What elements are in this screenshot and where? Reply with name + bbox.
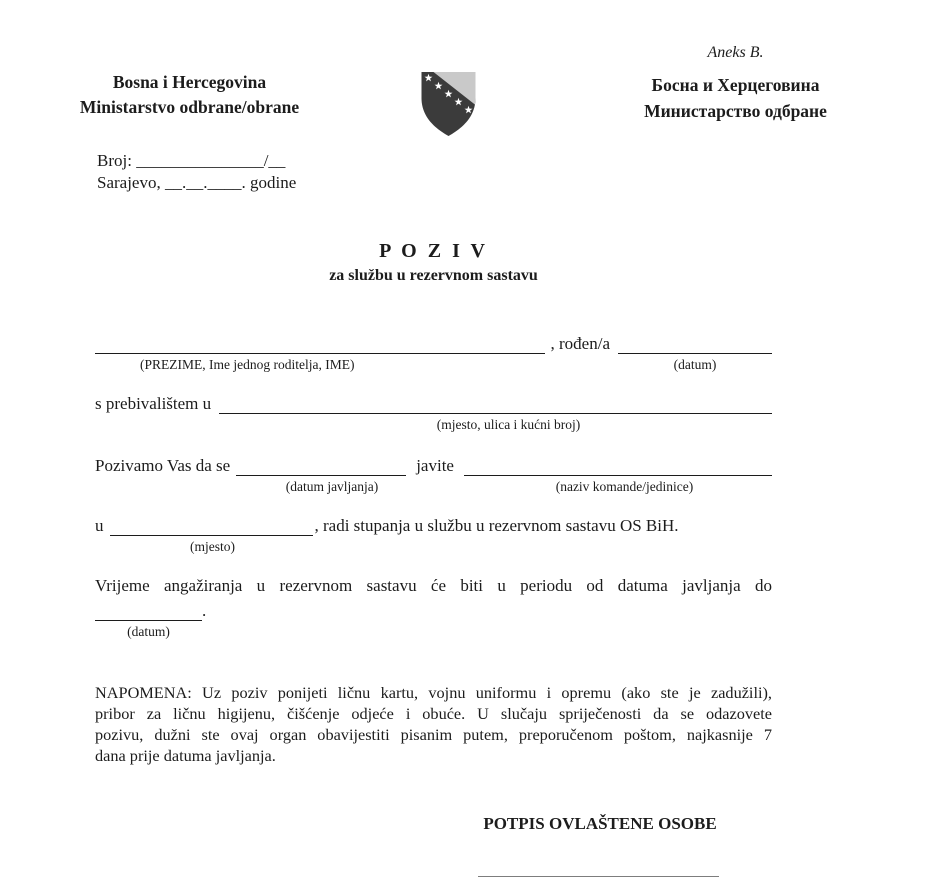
place-prefix-text: u xyxy=(95,516,104,535)
place-field-label: (mjesto) xyxy=(190,539,235,554)
signature-line xyxy=(478,876,719,877)
born-text: , rođen/a xyxy=(550,334,610,353)
form-row-name xyxy=(95,334,772,372)
report-date-blank-line xyxy=(236,456,406,476)
period-end-field-label: (datum) xyxy=(127,624,170,639)
unit-blank-line xyxy=(464,456,772,476)
residence-blank-line xyxy=(219,394,772,414)
header-left-line2: Ministarstvo odbrane/obrane xyxy=(79,97,300,117)
period-end-blank-line xyxy=(95,601,202,621)
place-blank-line xyxy=(110,516,313,536)
place-date-line: Sarajevo, __.__.____. godine xyxy=(97,173,297,192)
name-blank-line xyxy=(95,334,545,354)
residence-text: s prebivalištem u xyxy=(95,394,212,413)
form-row-residence xyxy=(95,394,772,432)
note-line: NAPOMENA: Uz poziv ponijeti ličnu kartu, vojnu uniformu i opremu (ako ste je zadužili), xyxy=(95,683,772,702)
title-block xyxy=(95,240,772,285)
reference-block xyxy=(97,150,296,194)
document-title: P O Z I V xyxy=(379,240,488,262)
document-subtitle: za službu u rezervnom sastavu xyxy=(329,267,538,284)
birth-date-field-label: (datum) xyxy=(673,357,717,372)
signature-title: POTPIS OVLAŠTENE OSOBE xyxy=(483,814,717,833)
note-line: dana prije datuma javljanja. xyxy=(95,746,276,765)
report-date-field-label: (datum javljanja) xyxy=(285,479,379,494)
report-text: javite xyxy=(416,456,454,475)
purpose-text: , radi stupanja u službu u rezervnom sastavu OS BiH. xyxy=(314,516,679,535)
header-right-line1: Босна и Херцеговина xyxy=(651,75,820,95)
form-row-period xyxy=(95,576,772,639)
form-row-report xyxy=(95,456,772,494)
form-row-place xyxy=(95,516,772,554)
header-left xyxy=(62,70,317,120)
period-end-period: . xyxy=(202,601,207,620)
unit-field-label: (naziv komande/jedinice) xyxy=(555,479,694,494)
header-right xyxy=(618,72,853,124)
note-paragraph xyxy=(95,682,772,766)
annex-label: Aneks B. xyxy=(707,44,764,61)
note-line: pribor za ličnu higijenu, čišćenje odjeće i obuće. U slučaju spriječenosti da se odazovete xyxy=(95,704,772,723)
residence-field-label: (mjesto, ulica i kućni broj) xyxy=(436,417,581,432)
birth-date-blank-line xyxy=(618,334,772,354)
name-field-label: (PREZIME, Ime jednog roditelja, IME) xyxy=(140,357,355,372)
summon-text: Pozivamo Vas da se xyxy=(95,456,231,475)
header-right-line2: Министарство одбране xyxy=(644,101,827,121)
period-text: Vrijeme angažiranja u rezervnom sastavu će biti u periodu od datuma javljanja do xyxy=(95,576,772,595)
header-left-line1: Bosna i Hercegovina xyxy=(112,72,267,92)
bih-coat-of-arms-icon xyxy=(419,70,478,138)
reference-number-line: Broj: _______________/__ xyxy=(97,151,286,170)
note-line: pozivu, dužni ste ovaj organ obavijestiti pisanim putem, preporučenom poštom, najkasnije 7 xyxy=(95,725,772,744)
